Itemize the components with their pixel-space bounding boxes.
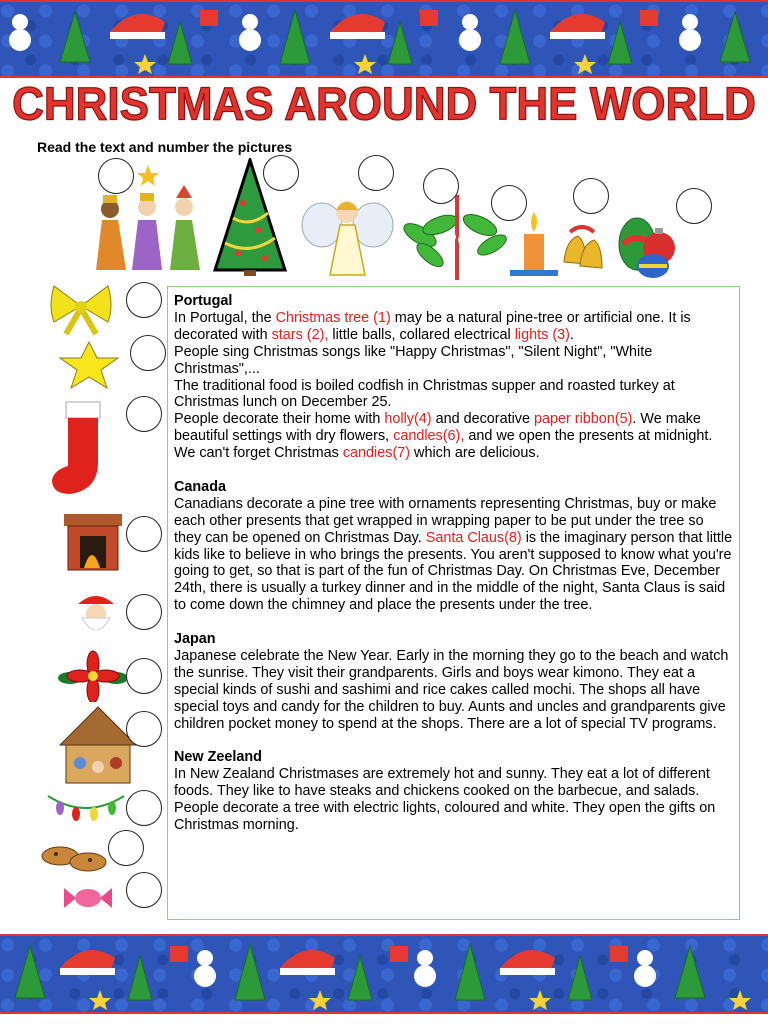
christmas-pattern-icon [0,2,768,76]
decorative-border-bottom [0,934,768,1014]
page-title: CHRISTMAS AROUND THE WORLD [12,78,756,131]
keyword: candles(6), [393,428,465,445]
paragraph: Canadians decorate a pine tree with ornaments representing Christmas, buy or make each other presents that get wrapped in wrapping paper to be put under the tree so they can be opened on Christmas Day. Santa Claus(8) is the imaginary person that little kids like to believe in who brings the presents. You aren't supposed to know what you're going to get, so that is part of the fun of Christmas Day. On Christmas Eve, December 24th, there is usually a turkey dinner and in the middle of the night, Santa Claus is said to come down the chimney and place the presents under the tree. [174,495,733,614]
paragraph: We can't forget Christmas candies(7) which are delicious. [174,445,540,462]
section-new-zeeland [174,749,733,834]
paragraph: The traditional food is boiled codfish in Christmas supper and roasted turkey at Christmas lunch on December 25. [174,377,675,411]
ornaments-icon [615,200,683,282]
answer-circle[interactable] [491,185,527,221]
answer-circle[interactable] [126,516,162,552]
answer-circle[interactable] [573,178,609,214]
paragraph: Japanese celebrate the New Year. Early in the morning they go to the beach and watch the sunrise. They visit their grandparents. Girls and boys wear kimono. They eat a special kinds of sushi and sashimi and rice cakes called mochi. The shops all have special toys and candy for the children to buy. Aunts and uncles and grandparents give children pocket money to spend at the shops. There are a lot of special TV programs. [174,648,729,732]
answer-circle[interactable] [98,158,134,194]
answer-circle[interactable] [126,790,162,826]
star-icon [54,340,124,390]
angel-icon [300,190,395,280]
keyword: lights (3) [514,326,570,343]
cookies-icon [40,842,110,876]
candle-icon [508,210,560,280]
answer-circle[interactable] [126,396,162,432]
paragraph: In New Zealand Christmases are extremely hot and sunny. They eat a lot of different foods. They like to have steaks and chickens cooked on the barbecue, and salads. People decorate a tree with electric lights, coloured and white. They open the gifts on Christmas morning. [174,766,716,834]
answer-circle[interactable] [126,658,162,694]
paragraph: In Portugal, the Christmas tree (1) may be a natural pine-tree or artificial one. It is decorated with stars (2), little balls, collared electrical lights (3). [174,309,691,343]
keyword: candies(7) [342,445,411,462]
lights-icon [46,786,126,824]
bells-icon [556,222,608,280]
keyword: paper ribbon(5) [533,411,633,428]
section-portugal [174,293,733,462]
answer-circle[interactable] [126,282,162,318]
answer-circle[interactable] [676,188,712,224]
decorative-border-top [0,0,768,78]
keyword: holly(4) [384,411,432,428]
stocking-icon [48,400,110,498]
nativity-icon [58,705,138,787]
section-heading: Portugal [174,293,233,309]
paragraph: People decorate their home with holly(4) and decorative paper ribbon(5). We make beautiful settings with dry flowers, candles(6), and we open the presents at midnight. [174,411,713,445]
section-canada [174,479,733,614]
keyword: Christmas tree (1) [275,309,391,326]
section-japan [174,631,733,732]
section-heading: New Zeeland [174,749,262,766]
candy-icon [62,884,114,912]
answer-circle[interactable] [423,168,459,204]
fireplace-icon [62,512,124,572]
christmas-pattern-icon [0,936,768,1012]
instruction-text: Read the text and number the pictures [37,139,293,155]
section-heading: Canada [174,478,226,495]
keyword: stars (2), [271,326,329,343]
reading-text-box [167,286,740,920]
answer-circle[interactable] [126,594,162,630]
answer-circle[interactable] [126,711,162,747]
santa-icon [68,590,124,638]
poinsettia-icon [58,650,128,702]
keyword: Santa Claus(8) [425,529,522,546]
bow-icon [48,280,114,336]
answer-circle[interactable] [130,335,166,371]
section-heading: Japan [174,631,216,648]
answer-circle[interactable] [108,830,144,866]
paragraph: People sing Christmas songs like "Happy Christmas", "Silent Night", "White Christmas",... [174,343,653,377]
answer-circle[interactable] [126,872,162,908]
answer-circle[interactable] [263,155,299,191]
answer-circle[interactable] [358,155,394,191]
